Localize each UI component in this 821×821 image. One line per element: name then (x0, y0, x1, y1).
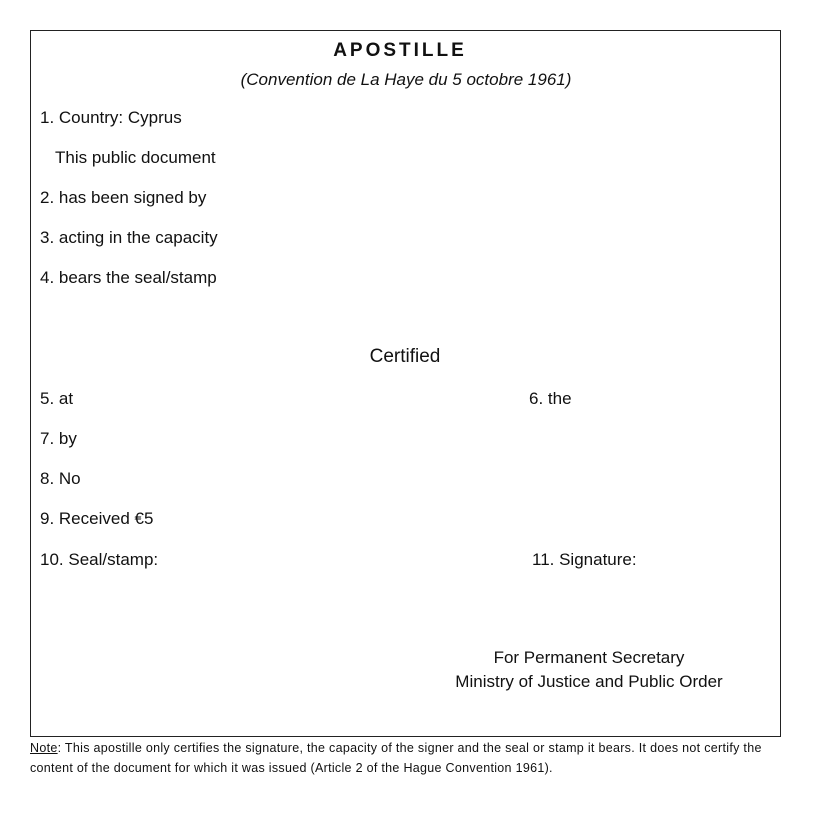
document-title: APOSTILLE (333, 40, 467, 61)
field-the: 6. the (529, 389, 572, 408)
field-signature: 11. Signature: (532, 550, 637, 569)
field-seal: 4. bears the seal/stamp (40, 268, 217, 287)
field-received: 9. Received €5 (40, 509, 154, 528)
signatory-line1: For Permanent Secretary (493, 648, 685, 667)
apostille-frame (30, 30, 781, 737)
field-by: 7. by (40, 429, 77, 448)
field-at: 5. at (40, 389, 74, 408)
field-no: 8. No (40, 469, 81, 488)
note-label: Note (30, 741, 58, 755)
field-signed-by: 2. has been signed by (40, 188, 207, 207)
certified-heading: Certified (369, 346, 441, 367)
document-subtitle: (Convention de La Haye du 5 octobre 1961) (240, 70, 572, 89)
field-capacity: 3. acting in the capacity (40, 228, 218, 247)
footnote (30, 738, 790, 778)
field-seal-stamp: 10. Seal/stamp: (40, 550, 159, 569)
note-text: : This apostille only certifies the signature, the capacity of the signer and the seal or stamp it bears. It does not certify the content of the document for which it was issued (Article 2 of the Hague Convention 1961). (30, 741, 762, 775)
field-country: 1. Country: Cyprus (40, 108, 182, 127)
signatory-line2: Ministry of Justice and Public Order (455, 672, 723, 691)
field-public-document: This public document (55, 148, 216, 167)
